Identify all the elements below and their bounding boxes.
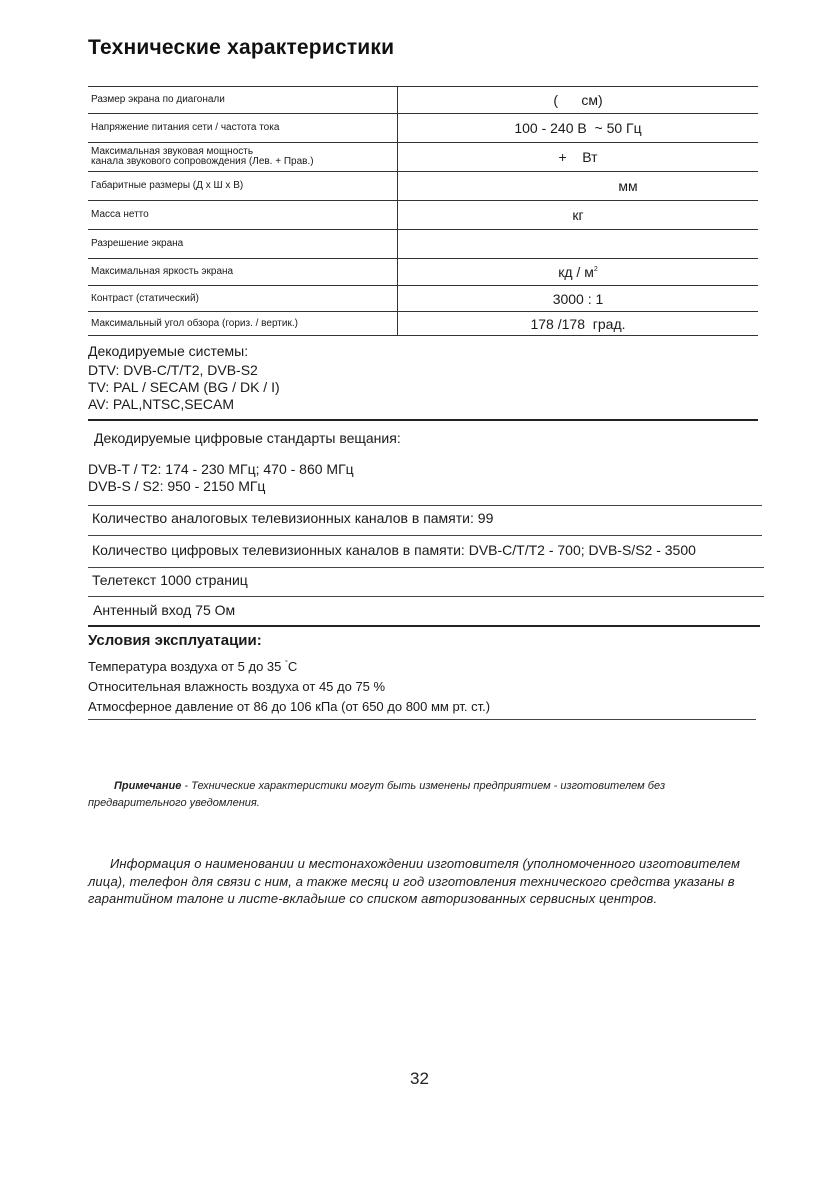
spec-value: 100 - 240 В ~ 50 Гц — [514, 120, 642, 136]
spec-value — [398, 230, 759, 259]
table-row — [88, 201, 758, 230]
operating-conditions-section — [88, 632, 765, 715]
note-label: Примечание — [114, 780, 182, 792]
page-number: 32 — [410, 1069, 429, 1088]
spec-value: кг — [572, 207, 584, 223]
spec-value — [398, 259, 759, 286]
section-heading: Декодируемые системы: — [88, 343, 249, 359]
table-row — [88, 114, 758, 143]
spec-label: Габаритные размеры (Д х Ш х В) — [88, 172, 398, 201]
note-text: - Технические характеристики могут быть изменены предприятием - изготовителем без предварительного уведомления. — [88, 780, 666, 809]
brightness-unit: кд / м — [558, 264, 594, 280]
digital-channels-count: Количество цифровых телевизионных каналов в памяти: DVB-C/T/T2 - 700; DVB-S/S2 - 3500 — [92, 542, 696, 558]
spec-label-line: Максимальная звуковая мощность — [91, 146, 254, 157]
table-row — [88, 259, 758, 286]
spec-label — [88, 143, 398, 172]
spec-table — [88, 86, 758, 336]
divider — [88, 535, 762, 536]
divider — [88, 625, 760, 627]
spec-value: 3000 : 1 — [552, 290, 604, 307]
temperature-unit: C — [287, 659, 298, 674]
spec-value: мм — [618, 178, 638, 194]
spec-value: + Вт — [558, 149, 598, 165]
spec-label: Размер экрана по диагонали — [88, 87, 398, 114]
table-row — [88, 312, 758, 336]
spec-label: Масса нетто — [88, 201, 398, 230]
teletext-info: Телетекст 1000 страниц — [92, 572, 248, 588]
antenna-input-info: Антенный вход 75 Ом — [93, 602, 236, 618]
spec-label: Напряжение питания сети / частота тока — [88, 114, 398, 143]
system-line: AV: PAL,NTSC,SECAM — [88, 396, 234, 412]
note-paragraph — [88, 778, 760, 812]
divider — [88, 596, 764, 597]
pressure-line: Атмосферное давление от 86 до 106 кПа (от 650 до 800 мм рт. ст.) — [88, 699, 491, 714]
temperature-line — [88, 655, 765, 675]
divider — [88, 419, 758, 421]
table-row — [88, 172, 758, 201]
operating-heading: Условия эксплуатации: — [88, 632, 262, 649]
spec-label: Контраст (статический) — [88, 286, 398, 312]
spec-label: Максимальный угол обзора (гориз. / вертик.) — [88, 312, 398, 336]
table-row — [88, 143, 758, 172]
table-row — [88, 286, 758, 312]
standard-line: DVB-S / S2: 950 - 2150 МГц — [88, 478, 266, 494]
divider — [88, 505, 762, 506]
divider — [88, 567, 764, 568]
spec-value: ( см) — [553, 92, 603, 108]
temperature-text: Температура воздуха от 5 до 35 — [88, 659, 282, 674]
system-line: DTV: DVB-C/T/T2, DVB-S2 — [88, 362, 258, 378]
digital-standards-section — [88, 461, 765, 495]
standard-line: DVB-T / T2: 174 - 230 МГц; 470 - 860 МГц — [88, 461, 354, 477]
spec-value: 178 /178 град. — [530, 315, 626, 332]
divider — [88, 719, 756, 720]
degree-symbol: ° — [285, 660, 288, 667]
table-row — [88, 230, 758, 259]
decoded-systems-section — [88, 343, 765, 413]
page-title: Технические характеристики — [88, 36, 395, 59]
manufacturer-info: Информация о наименовании и местонахождении изготовителя (уполномоченного изготовителем лица), телефон для связи с ним, а также месяц и год изготовления технического средства указаны в гарантийном талоне и листе-вкладыше со списком авторизованных сервисных центров. — [88, 856, 740, 906]
brightness-unit-exponent: 2 — [593, 266, 598, 273]
system-line: TV: PAL / SECAM (BG / DK / I) — [88, 379, 280, 395]
spec-label: Разрешение экрана — [88, 230, 398, 259]
digital-standards-heading: Декодируемые цифровые стандарты вещания: — [94, 430, 401, 446]
table-row — [88, 87, 758, 114]
analog-channels-count: Количество аналоговых телевизионных каналов в памяти: 99 — [92, 510, 494, 526]
spec-label-line: канала звукового сопровождения (Лев. + Прав.) — [91, 156, 314, 167]
spec-label: Максимальная яркость экрана — [88, 259, 398, 286]
humidity-line: Относительная влажность воздуха от 45 до 75 % — [88, 679, 386, 694]
